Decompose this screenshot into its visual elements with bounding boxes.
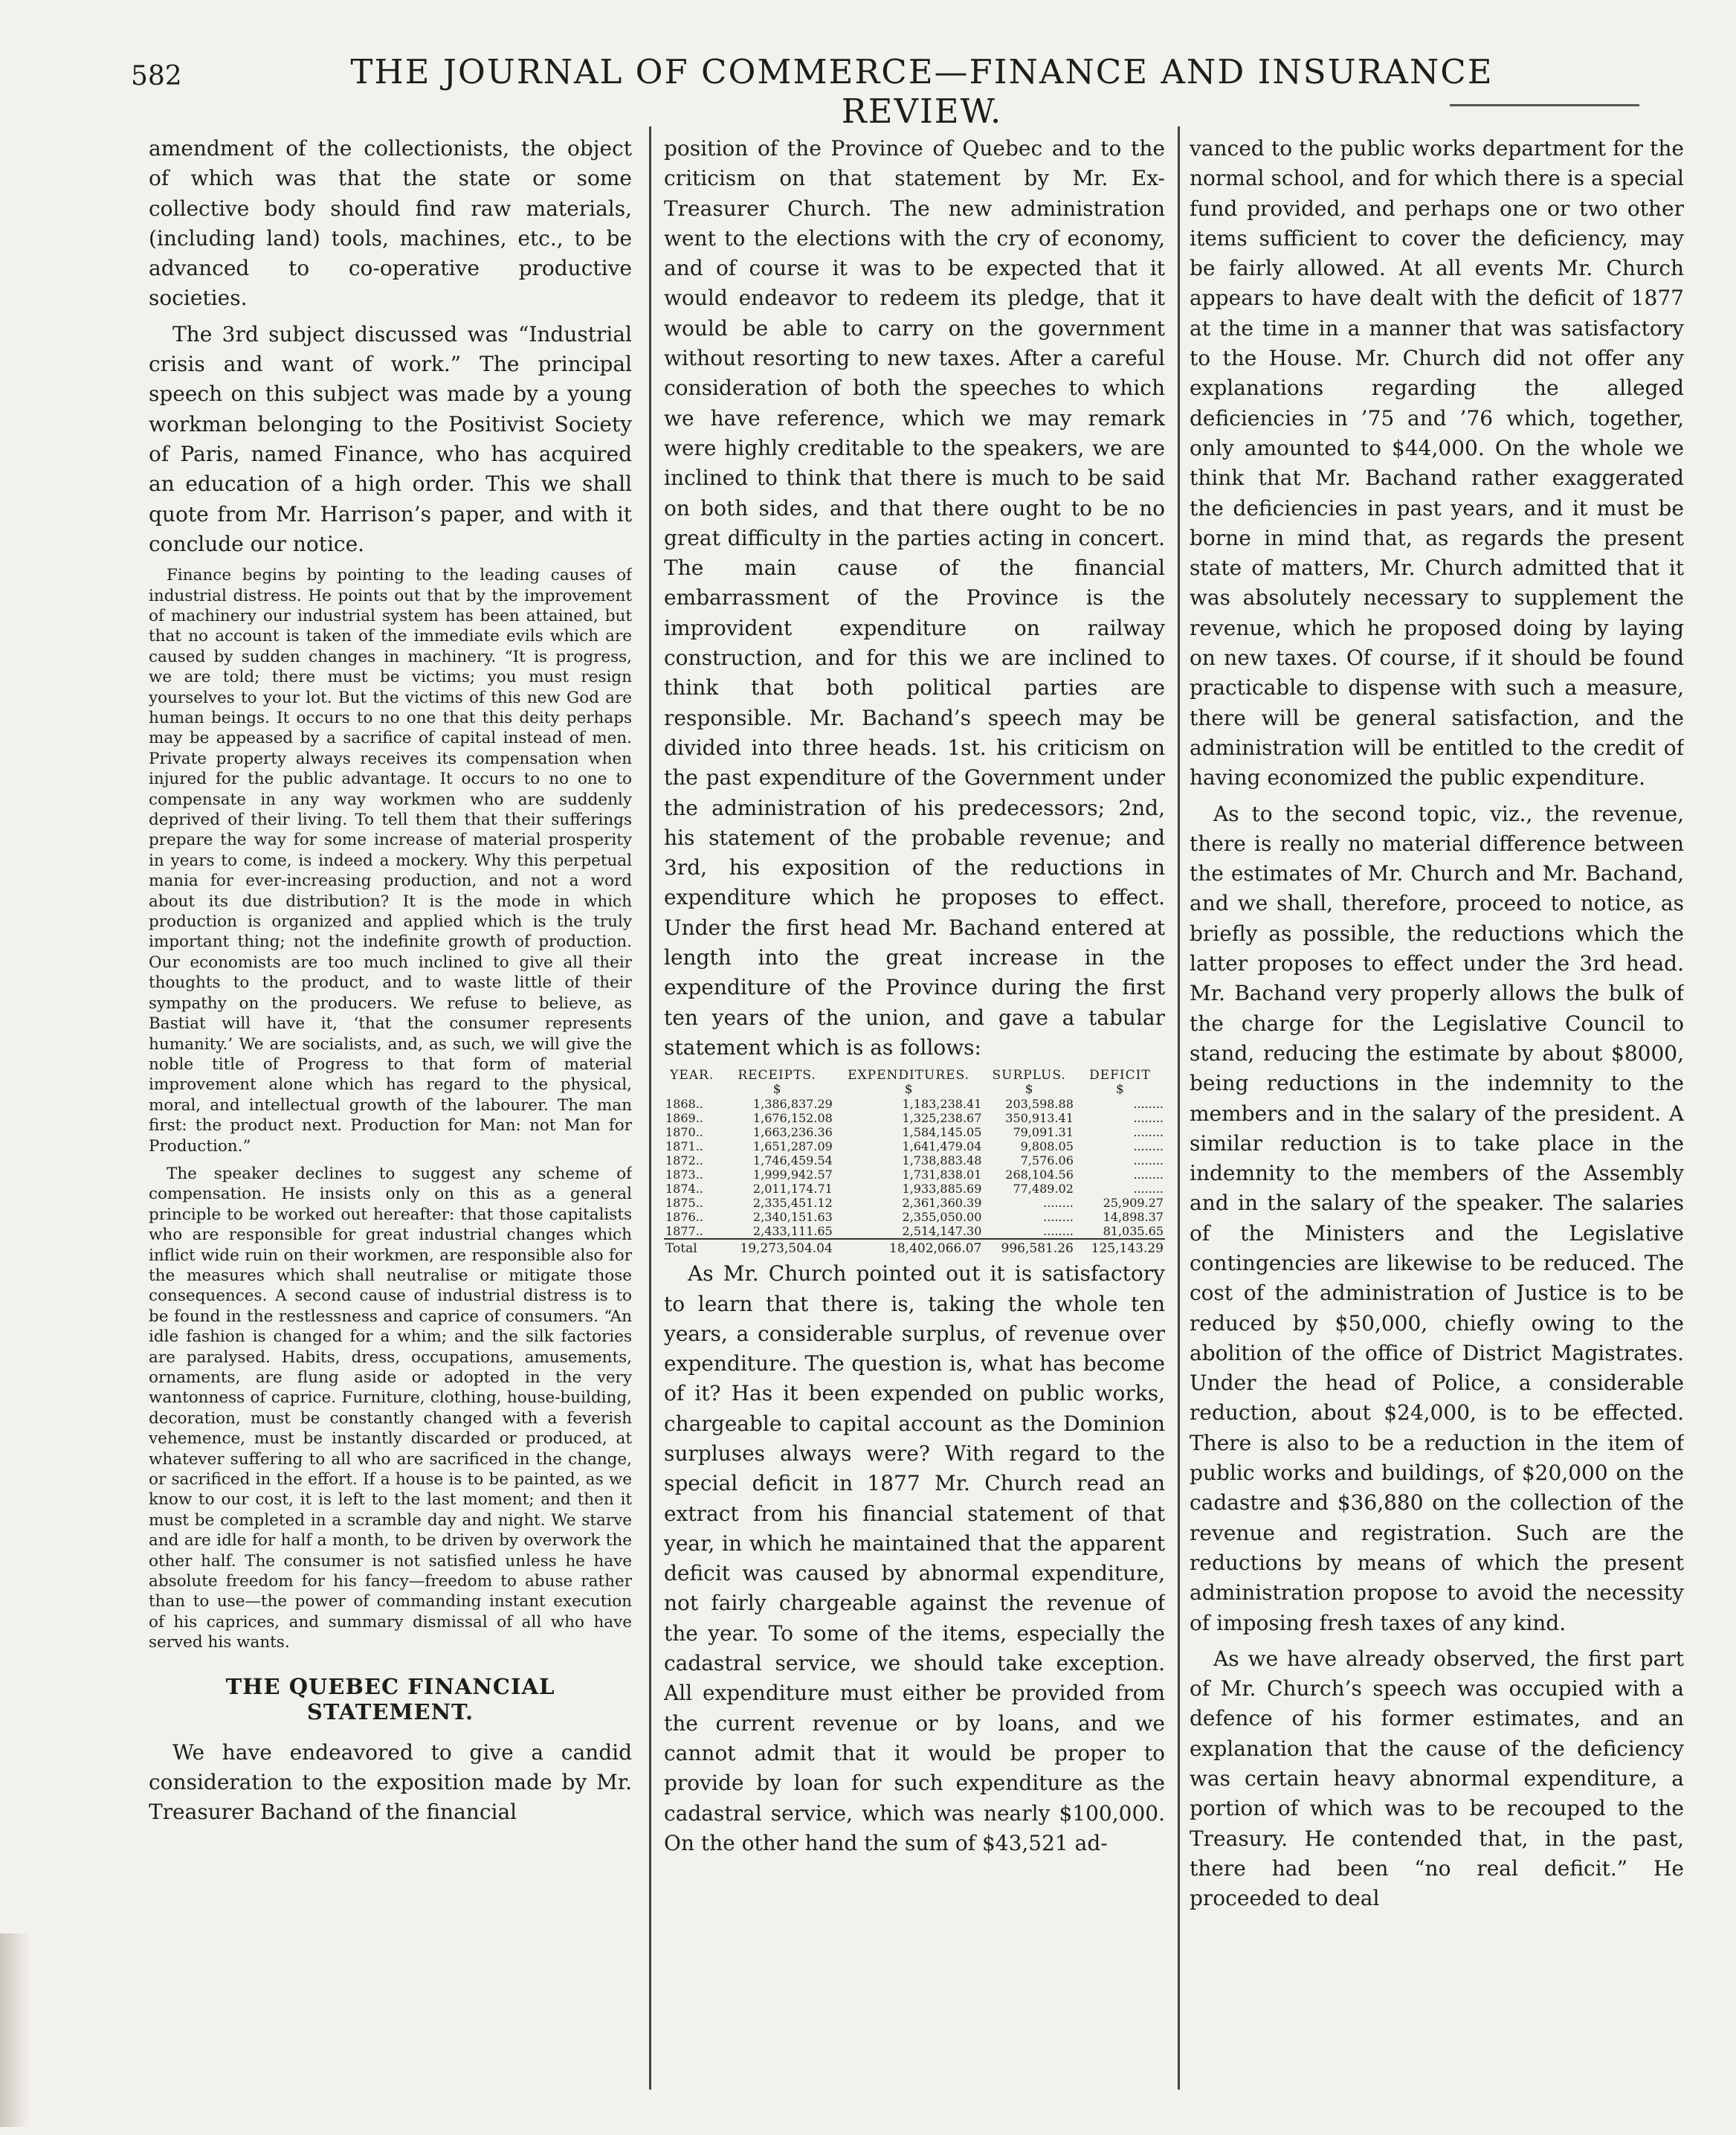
table-row — [664, 1125, 1165, 1139]
table-cell: 1877.. — [665, 1224, 703, 1239]
table-cell: 2,011,174.71 — [752, 1182, 833, 1197]
table-cell: 1,183,238.41 — [902, 1097, 982, 1112]
table-cell: 2,361,360.39 — [902, 1196, 982, 1211]
table-cell: ........ — [1133, 1125, 1164, 1140]
quoted-extract: Finance begins by pointing to the leading causes of industrial distress. He points out that by the improvement of machinery our industrial system has been attained, but that no account is taken of the immediate evils which are caused by sudden changes in machinery. “It is progress, we are told; there must be victims; you must resign yourselves to your lot. But the victims of this new God are human beings. It occurs to no one that this deity perhaps may be appeased by a sacrifice of capital instead of men. Private property always receives its compensation when injured for the public advantage. It occurs to no one to compensate in any way workmen who are suddenly deprived of their living. To tell them that their sufferings prepare the way for some increase of material prosperity in years to come, is indeed a mockery. Why this perpetual mania for ever-increasing production, and not a word about its due distribution? It is the mode in which production is organized and applied which is the truly important thing; not the indefinite growth of production. Our economists are too much inclined to give all their thoughts to the product, and to waste little of their sympathy on the producers. We refuse to believe, as Bastiat will have it, ‘that the consumer represents humanity.’ We are socialists, and, as such, we will give the noble title of Progress to that form of material improvement alone which has regard to the physical, moral, and intellectual growth of the labourer. The man first: the product next. Production for Man: not Man for Production.” — [149, 566, 632, 1156]
table-row — [664, 1097, 1165, 1111]
table-header-surplus: SURPLUS. — [992, 1068, 1066, 1083]
table-cell: ........ — [1043, 1196, 1074, 1211]
table-cell: 1,933,885.69 — [902, 1182, 982, 1197]
table-cell: 1869.. — [665, 1111, 703, 1126]
table-cell: 1,738,883.48 — [902, 1153, 982, 1168]
table-cell: ........ — [1133, 1168, 1164, 1182]
table-cell: 1,641,479.04 — [902, 1139, 982, 1154]
table-cell: 268,104.56 — [1005, 1168, 1074, 1182]
table-header-receipts: RECEIPTS. — [738, 1068, 816, 1083]
table-cell: 81,035.65 — [1103, 1224, 1164, 1239]
table-cell: 996,581.26 — [983, 1239, 1074, 1256]
header-rule — [1450, 104, 1639, 106]
table-cell: 2,355,050.00 — [902, 1210, 982, 1225]
table-cell: 2,340,151.63 — [752, 1210, 833, 1225]
table-cell: Total — [664, 1239, 720, 1256]
paragraph: position of the Province of Quebec and to the criticism on that statement by Mr. Ex-Treasurer Church. The new administration went to the elections with the cry of economy, and of course it was to be expected that it would endeavor to redeem its pledge, that it would be able to carry on the government without resorting to new taxes. After a careful consideration of both the speeches to which we have reference, which we may remark were highly creditable to the speakers, we are inclined to think that there is much to be said on both sides, and that there ought to be no great difficulty in the parties acting in concert. The main cause of the financial embarrassment of the Province is the improvident expenditure on railway construction, and for this we are inclined to think that both political parties are responsible. Mr. Bachand’s speech may be divided into three heads. 1st. his criticism on the past expenditure of the Government under the administration of his predecessors; 2nd, his statement of the probable revenue; and 3rd, his exposition of the reductions in expenditure which he proposes to effect. Under the first head Mr. Bachand entered at length into the great increase in the expenditure of the Province during the first ten years of the union, and gave a tabular statement which is as follows: — [664, 136, 1165, 1060]
table-row — [664, 1224, 1165, 1239]
table-cell: 9,808.05 — [1020, 1139, 1074, 1154]
table-cell: 350,913.41 — [1005, 1111, 1074, 1126]
table-row — [664, 1153, 1165, 1168]
table-header-row — [664, 1069, 1165, 1083]
table-cell: 79,091.31 — [1013, 1125, 1074, 1140]
table-unit: $ — [904, 1082, 913, 1098]
paragraph: vanced to the public works department for the normal school, and for which there is a special fund provided, and perhaps one or two other items sufficient to cover the deficiency, may be fairly allowed. At all events Mr. Church appears to have dealt with the deficit of 1877 at the time in a manner that was satisfactory to the House. Mr. Church did not offer any explanations regarding the alleged deficiencies in ’75 and ’76 which, together, only amounted to $44,000. On the whole we think that Mr. Bachand rather exaggerated the deficiencies in past years, and it must be borne in mind that, as regards the present state of matters, Mr. Church admitted that it was absolutely necessary to supplement the revenue, which he proposed doing by laying on new taxes. Of course, if it should be found practicable to dispense with such a measure, there will be general satisfaction, and the administration will be entitled to the credit of having economized the public expenditure. — [1190, 136, 1684, 790]
table-cell: 1,651,287.09 — [752, 1139, 833, 1154]
column-rule-left — [649, 126, 651, 2090]
running-title: THE JOURNAL OF COMMERCE—FINANCE AND INSURANCE REVIEW. — [350, 52, 1494, 131]
table-cell: 1,325,238.67 — [902, 1111, 982, 1126]
table-cell: 1876.. — [665, 1210, 703, 1225]
paragraph: As Mr. Church pointed out it is satisfactory to learn that there is, taking the whole ten years, a considerable surplus, of revenue over expenditure. The question is, what has become of it? Has it been expended on public works, chargeable to capital account as the Dominion surpluses always were? With regard to the special deficit in 1877 Mr. Church read an extract from his financial statement of that year, in which he maintained that the apparent deficit was caused by abnormal expenditure, not fairly chargeable against the revenue of the year. To some of the items, especially the cadastral service, we should take exception. All expenditure must either be provided from the current revenue or by loans, and we cannot admit that it would be proper to provide by loan for such expenditure as the cadastral service, which was nearly $100,000. On the other hand the sum of $43,521 ad- — [664, 1261, 1165, 1855]
quoted-extract: The speaker declines to suggest any scheme of compensation. He insists only on this as a general principle to be worked out hereafter: that those capitalists who are responsible for great industrial changes which inflict wide ruin on their workmen, are responsible also for the measures which shall neutralise or mitigate those consequences. A second cause of industrial distress is to be found in the restlessness and caprice of consumers. “An idle fashion is changed for a whim; and the silk factories are paralysed. Habits, dress, occupations, amusements, ornaments, are flung aside or adopted in the very wantonness of caprice. Furniture, clothing, house-building, decoration, must be constantly changed with a feverish vehemence, must be instantly discarded or produced, at whatever suffering to all who are sacrificed in the change, or sacrificed in the effort. If a house is to be painted, as we know to our cost, it is left to the last moment; and then it must be completed in a scramble day and night. We starve and are idle for half a month, to be driven by overwork the other half. The consumer is not satisfied unless he have absolute freedom for his fancy—freedom to abuse rather than to use—the power of commanding instant execution of his caprices, and summary dismissal of all who have served his wants. — [149, 1164, 632, 1652]
table-row — [664, 1182, 1165, 1196]
page-edge-smudge — [0, 1933, 30, 2127]
table-row — [664, 1210, 1165, 1224]
table-cell: 1,584,145.05 — [902, 1125, 982, 1140]
column-right — [1190, 134, 1684, 2082]
table-unit: $ — [1025, 1082, 1033, 1098]
table-cell: 19,273,504.04 — [720, 1239, 833, 1256]
table-cell: 1874.. — [665, 1182, 703, 1197]
paragraph: As we have already observed, the first part of Mr. Church’s speech was occupied with a defence of his former estimates, and an explanation that the cause of the deficiency was certain heavy abnormal expenditure, a portion of which was to be recouped to the Treasury. He contended that, in the past, there had been “no real deficit.” He proceeded to deal — [1190, 1646, 1684, 1911]
table-cell: 14,898.37 — [1103, 1210, 1164, 1225]
table-cell: 1871.. — [665, 1139, 703, 1154]
page-number: 582 — [131, 61, 182, 91]
table-row — [664, 1196, 1165, 1210]
table-cell: 1,386,837.29 — [752, 1097, 833, 1112]
section-heading: THE QUEBEC FINANCIAL STATEMENT. — [225, 1673, 555, 1725]
table-cell: 1875.. — [665, 1196, 703, 1211]
paragraph: The 3rd subject discussed was “Industrial crisis and want of work.” The principal speech on this subject was made by a young workman belonging to the Positivist Society of Paris, named Finance, who has acquired an education of a high order. This we shall quote from Mr. Harrison’s paper, and with it conclude our notice. — [149, 321, 632, 556]
paragraph: We have endeavored to give a candid consideration to the exposition made by Mr. Treasurer Bachand of the financial — [149, 1739, 632, 1825]
table-cell: 1873.. — [665, 1168, 703, 1182]
table-unit: $ — [1116, 1082, 1124, 1098]
table-cell: ........ — [1043, 1224, 1074, 1239]
column-rule-right — [1178, 126, 1180, 2090]
table-cell: 77,489.02 — [1013, 1182, 1074, 1197]
table-row — [664, 1111, 1165, 1125]
column-left — [149, 134, 632, 2082]
table-cell: 203,598.88 — [1005, 1097, 1074, 1112]
financial-table — [664, 1069, 1165, 1256]
table-unit: $ — [772, 1082, 781, 1098]
table-header-deficit: DEFICIT — [1089, 1068, 1151, 1083]
table-cell: ........ — [1133, 1097, 1164, 1112]
table-cell: 7,576.06 — [1020, 1153, 1074, 1168]
table-units-row — [664, 1083, 1165, 1097]
paragraph: As to the second topic, viz., the revenue, there is really no material difference between the estimates of Mr. Church and Mr. Bachand, and we shall, therefore, proceed to notice, as briefly as possible, the reductions which the latter proposes to effect under the 3rd head. Mr. Bachand very properly allows the bulk of the charge for the Legislative Council to stand, reducing the estimate by about $8000, being reductions in the indemnity to the members and in the salary of the president. A similar reduction is to take place in the indemnity to the members of the Assembly and in the salary of the speaker. The salaries of the Ministers and the Legislative contingencies are likewise to be reduced. The cost of the administration of Justice is to be reduced by $50,000, chiefly owing to the abolition of the office of District Magistrates. Under the head of Police, a considerable reduction, about $24,000, is to be effected. There is also to be a reduction in the item of public works and buildings, of $20,000 on the cadastre and $36,880 on the collection of the revenue and registration. Such are the reductions by means of which the present administration propose to avoid the necessity of imposing fresh taxes of any kind. — [1190, 801, 1684, 1635]
table-cell: 1872.. — [665, 1153, 703, 1168]
table-cell: ........ — [1133, 1182, 1164, 1197]
table-cell: 1,676,152.08 — [752, 1111, 833, 1126]
table-unit — [664, 1083, 720, 1097]
table-cell: ........ — [1133, 1111, 1164, 1126]
table-header-year: YEAR. — [670, 1068, 714, 1083]
table-cell: 2,514,147.30 — [902, 1224, 982, 1239]
table-cell: 1,746,459.54 — [752, 1153, 833, 1168]
table-cell: ........ — [1133, 1153, 1164, 1168]
table-total-row — [664, 1239, 1165, 1256]
paragraph: amendment of the collectionists, the object of which was that the state or some collective body should find raw materials, (including land) tools, machines, etc., to be advanced to co-operative productive societies. — [149, 136, 632, 311]
table-cell: 18,402,066.07 — [834, 1239, 984, 1256]
table-cell: ........ — [1043, 1210, 1074, 1225]
table-cell: 1868.. — [665, 1097, 703, 1112]
table-header-expenditures: EXPENDITURES. — [848, 1068, 970, 1083]
table-cell: 1,999,942.57 — [752, 1168, 833, 1182]
table-cell: 2,433,111.65 — [752, 1224, 833, 1239]
table-cell: 25,909.27 — [1103, 1196, 1164, 1211]
table-cell: 125,143.29 — [1075, 1239, 1165, 1256]
column-middle — [664, 134, 1165, 2082]
table-cell: 2,335,451.12 — [752, 1196, 833, 1211]
table-cell: 1,731,838.01 — [902, 1168, 982, 1182]
table-row — [664, 1139, 1165, 1153]
table-row — [664, 1168, 1165, 1182]
table-cell: ........ — [1133, 1139, 1164, 1154]
table-cell: 1870.. — [665, 1125, 703, 1140]
table-cell: 1,663,236.36 — [752, 1125, 833, 1140]
